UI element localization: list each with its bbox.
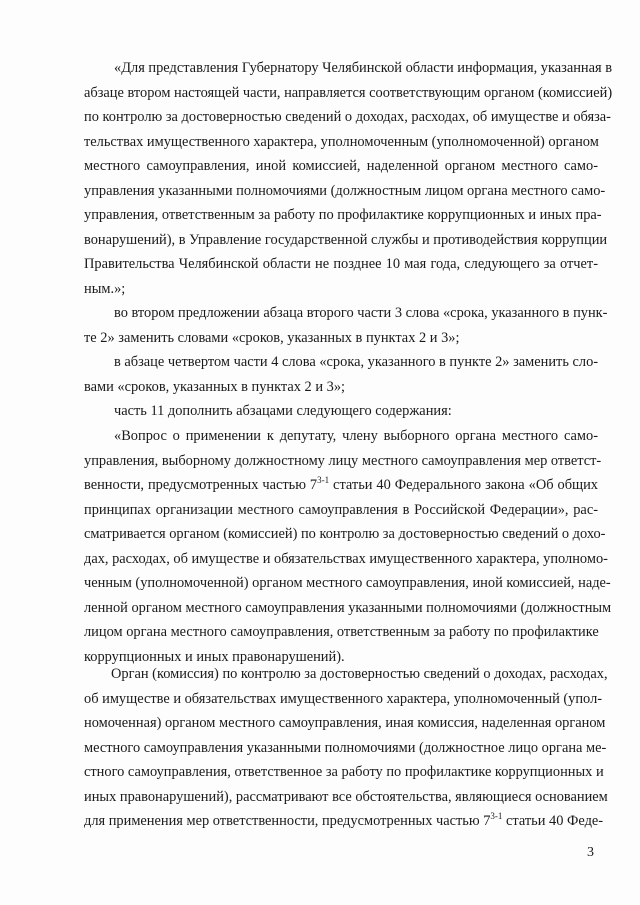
text-line: в абзаце четвертом части 4 слова «срока, указанного в пункте 2» заменить сло-	[114, 354, 599, 370]
text-line: абзаце втором настоящей части, направляется соответствующим органом (комиссией)	[84, 84, 613, 101]
superscript: 3-1	[490, 811, 503, 821]
text-fragment: для применения мер ответственности, предусмотренных частью 7	[84, 813, 491, 829]
text-line: по контролю за достоверностью сведений о доходах, расходах, об имуществе и обяза-	[84, 109, 611, 125]
paragraph-part-4-amendment	[84, 350, 598, 399]
superscript: 3-1	[317, 475, 330, 485]
paragraph-part-3-amendment	[84, 301, 608, 350]
text-line: во втором предложении абзаца второго части 3 слова «срока, указанного в пунк-	[114, 305, 608, 321]
text-line: Правительства Челябинской области не позднее 10 мая года, следующего за отчет-	[84, 256, 598, 272]
text-line: иных правонарушений), рассматривают все обстоятельства, являющиеся основанием	[84, 788, 608, 805]
text-line: дах, расходах, об имуществе и обязательствах имущественного характера, уполномо-	[84, 550, 608, 567]
text-line: управления указанными полномочиями (должностным лицом органа местного само-	[84, 182, 606, 199]
text-line: лицом органа местного самоуправления, ответственным за работу по профилактике	[84, 624, 599, 640]
text-line: те 2» заменить словами «сроков, указанных в пунктах 2 и 3»;	[84, 329, 460, 346]
text-line: принципах организации местного самоуправления в Российской Федерации», рас-	[84, 501, 598, 518]
text-line: вами «сроков, указанных в пунктах 2 и 3»;	[84, 378, 346, 395]
text-line: сматривается органом (комиссией) по контролю за достоверностью сведений о дохо-	[84, 526, 606, 542]
text-line: коррупционных и иных правонарушений).	[84, 648, 345, 665]
text-fragment: статьи 40 Феде-	[502, 813, 604, 829]
text-line: об имуществе и обязательствах имущественного характера, уполномоченный (упол-	[84, 690, 603, 707]
text-line: «Вопрос о применении к депутату, члену выборного органа местного само-	[114, 428, 598, 444]
paragraph-commission-review	[84, 662, 608, 834]
text-line: местного самоуправления указанными полномочиями (должностное лицо органа ме-	[84, 739, 607, 756]
text-line: ченным (уполномоченной) органом местного самоуправления, иной комиссией, наде-	[84, 575, 611, 591]
text-line	[84, 473, 598, 498]
text-line: ным.»;	[84, 280, 126, 297]
text-line	[84, 809, 604, 834]
text-line: ленной органом местного самоуправления указанными полномочиями (должностным	[84, 599, 612, 616]
text-line: управления, выборному должностному лицу местного самоуправления мер ответст-	[84, 452, 602, 469]
text-line: Орган (комиссия) по контролю за достоверностью сведений о доходах, расходах,	[111, 666, 608, 682]
text-line: «Для представления Губернатору Челябинской области информация, указанная в	[114, 60, 613, 76]
text-fragment: венности, предусмотренных частью 7	[84, 477, 318, 493]
text-line: часть 11 дополнить абзацами следующего содержания:	[114, 403, 452, 419]
page-number: 3	[587, 845, 594, 860]
text-line: стного самоуправления, ответственное за работу по профилактике коррупционных и	[84, 764, 604, 780]
text-line: управления, ответственным за работу по профилактике коррупционных и иных пра-	[84, 207, 602, 223]
text-line: вонарушений), в Управление государственной службы и противодействия коррупции	[84, 231, 608, 248]
text-fragment: статьи 40 Федерального закона «Об общих	[329, 477, 598, 493]
paragraph-governor-information	[84, 56, 613, 301]
paragraph-deputy-question	[84, 424, 612, 669]
text-line: местного самоуправления, иной комиссией, наделенной органом местного само-	[84, 158, 598, 174]
text-line: тельствах имущественного характера, уполномоченным (уполномоченной) органом	[84, 133, 599, 150]
paragraph-part-11-addition	[84, 399, 598, 424]
text-line: номоченная) органом местного самоуправления, иная комиссия, наделенная органом	[84, 715, 606, 731]
